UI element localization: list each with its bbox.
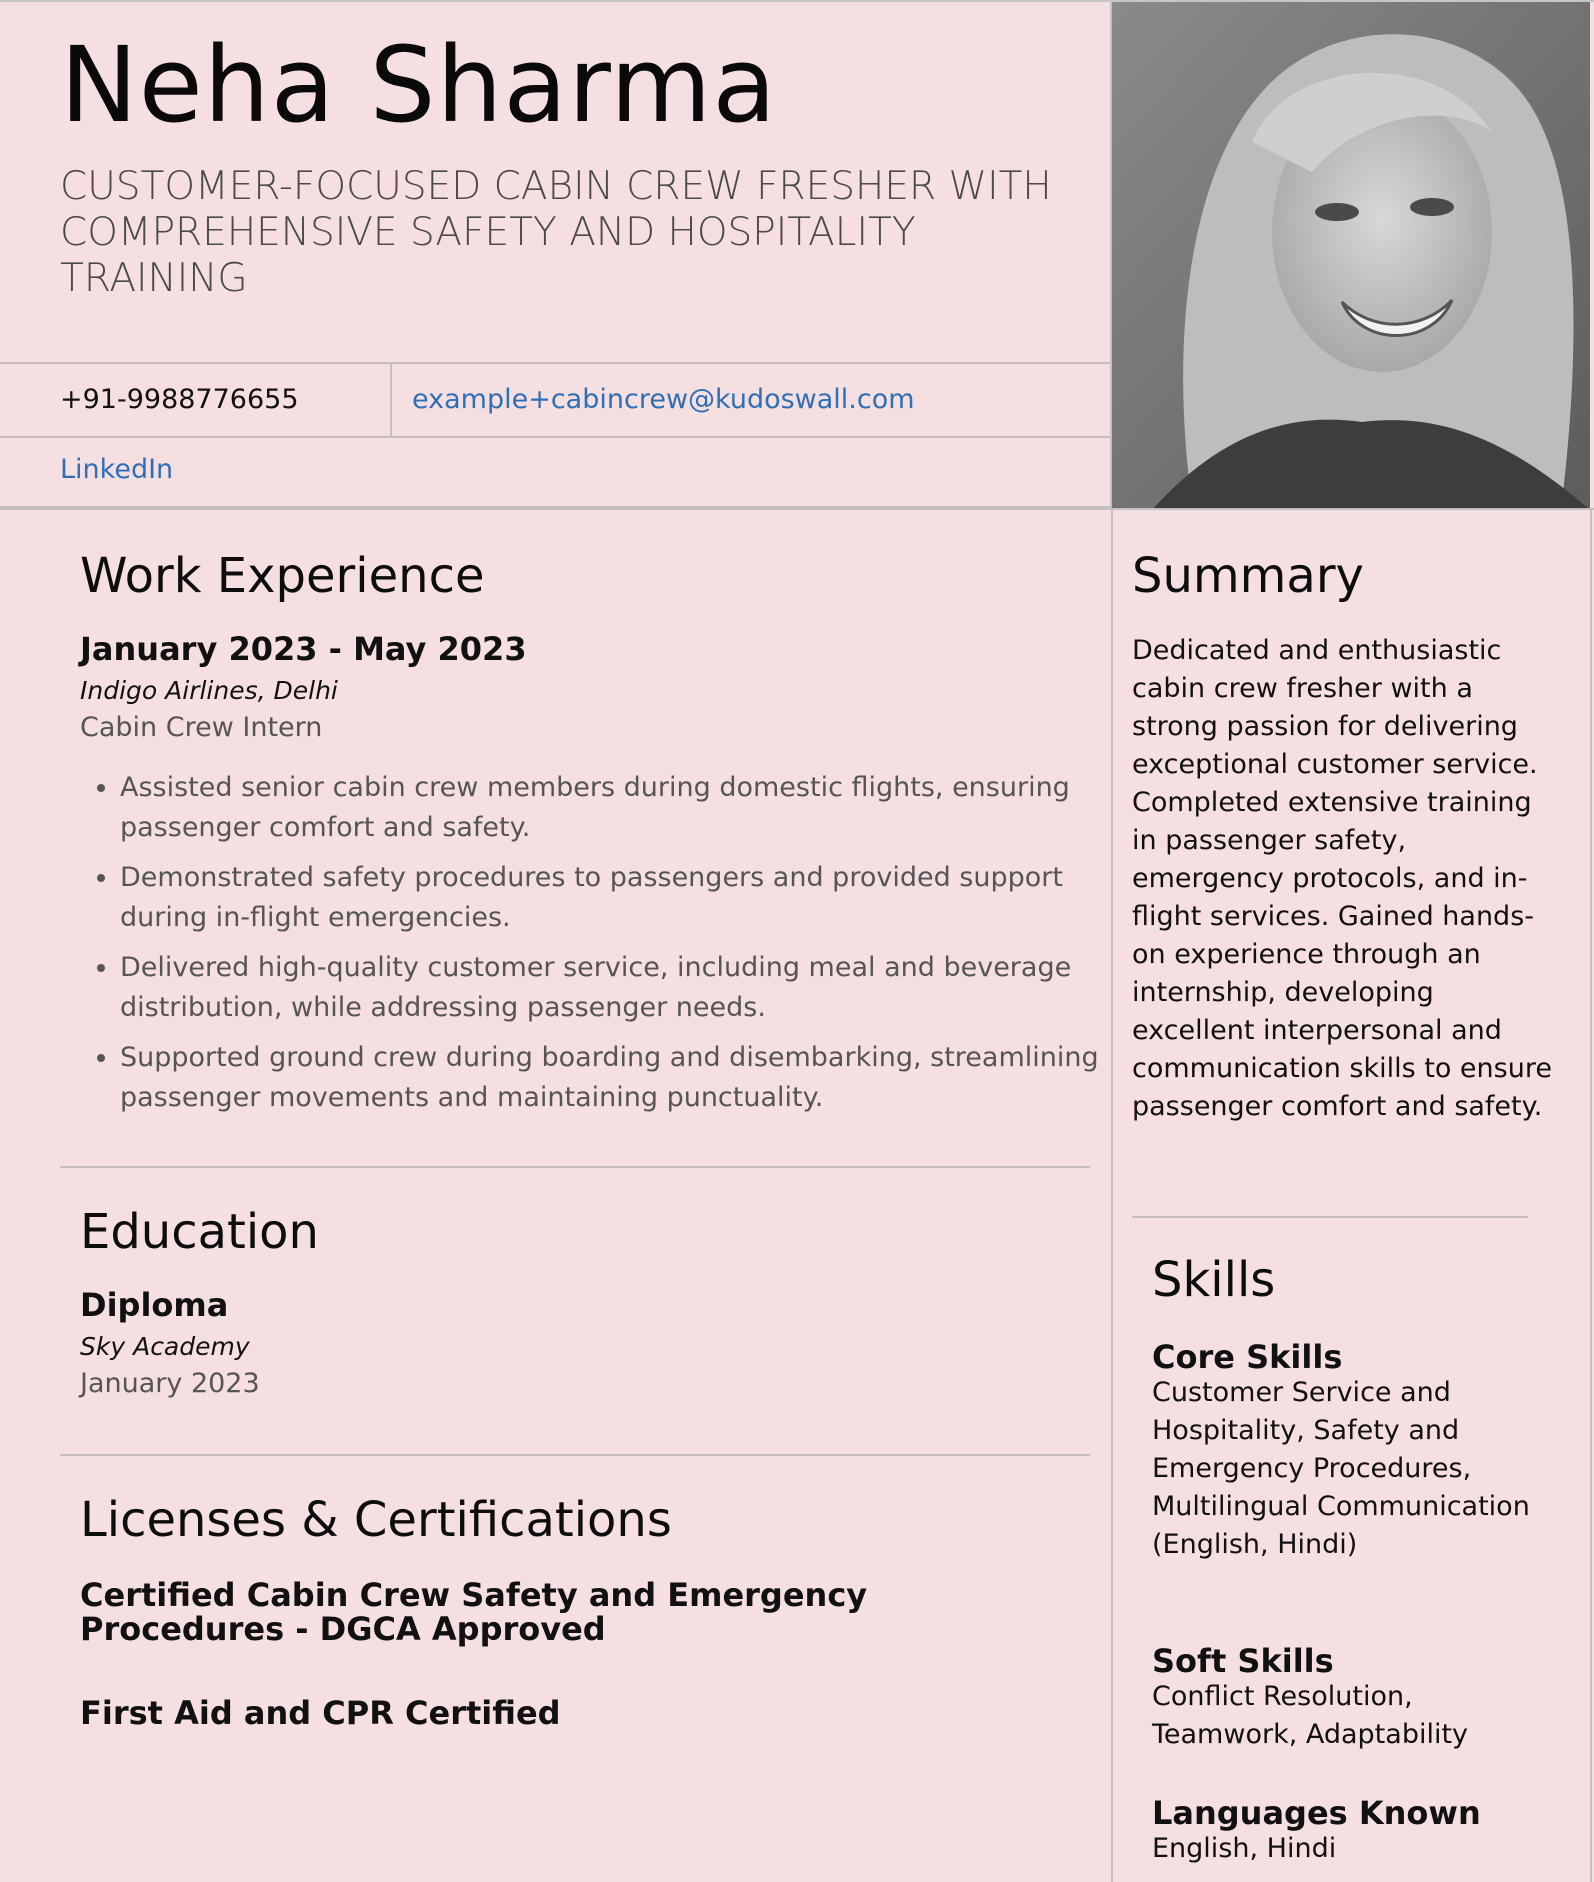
certification-item: Certified Cabin Crew Safety and Emergency Procedures - DGCA Approved	[80, 1576, 868, 1648]
list-item: • Supported ground crew during boarding and disembarking, streamlining passenger movements and maintaining punctuality.	[120, 1038, 1120, 1118]
certification-item: First Aid and CPR Certified	[80, 1694, 561, 1732]
job-bullets	[80, 768, 1120, 1128]
section-divider	[1132, 1216, 1528, 1218]
job-date: January 2023 - May 2023	[80, 630, 527, 668]
phone-number: +91-9988776655	[60, 384, 299, 415]
education-date: January 2023	[80, 1368, 260, 1399]
list-item: • Assisted senior cabin crew members during domestic flights, ensuring passenger comfort and safety.	[120, 768, 1120, 848]
column-divider	[1111, 510, 1113, 1882]
header	[0, 2, 1112, 508]
header-divider	[0, 508, 1594, 510]
soft-skills-heading: Soft Skills	[1152, 1642, 1334, 1680]
certifications-heading: Licenses & Certifications	[80, 1492, 672, 1548]
contact-row	[0, 362, 1110, 438]
degree: Diploma	[80, 1286, 229, 1324]
section-divider	[60, 1454, 1090, 1456]
candidate-name: Neha Sharma	[60, 24, 778, 146]
soft-skills-text: Conflict Resolution, Teamwork, Adaptability	[1152, 1681, 1469, 1750]
summary-text: Dedicated and enthusiastic cabin crew fresher with a strong passion for delivering exceptional customer service. Completed extensive training in passenger safety, emergency protocols, and in-flight services. Gained hands-on experience through an internship, developing excellent interpersonal and communication skills to ensure passenger comfort and safety.	[1132, 635, 1552, 1122]
list-item: • Demonstrated safety procedures to passengers and provided support during in-flight emergencies.	[120, 858, 1120, 938]
core-skills-text: Customer Service and Hospitality, Safety and Emergency Procedures, Multilingual Communication (English, Hindi)	[1152, 1377, 1530, 1560]
languages-heading: Languages Known	[1152, 1794, 1481, 1832]
right-border	[1590, 510, 1592, 1882]
school-name: Sky Academy	[80, 1332, 250, 1361]
linkedin-link[interactable]: LinkedIn	[60, 454, 174, 485]
profile-photo	[1112, 2, 1590, 510]
languages-text: English, Hindi	[1152, 1833, 1337, 1864]
work-experience-heading: Work Experience	[80, 548, 485, 604]
list-item: • Delivered high-quality customer service, including meal and beverage distribution, while addressing passenger needs.	[120, 948, 1120, 1028]
job-role: Cabin Crew Intern	[80, 712, 323, 743]
section-divider	[60, 1166, 1090, 1168]
contact-divider	[390, 364, 392, 436]
email-link[interactable]: example+cabincrew@kudoswall.com	[412, 384, 915, 415]
headline: CUSTOMER-FOCUSED CABIN CREW FRESHER WITH COMPREHENSIVE SAFETY AND HOSPITALITY TRAINING	[60, 164, 1052, 301]
education-heading: Education	[80, 1204, 319, 1260]
summary-heading: Summary	[1132, 548, 1364, 604]
links-row	[0, 436, 1110, 508]
job-company: Indigo Airlines, Delhi	[80, 676, 338, 705]
skills-heading: Skills	[1152, 1252, 1276, 1308]
core-skills-heading: Core Skills	[1152, 1338, 1343, 1376]
